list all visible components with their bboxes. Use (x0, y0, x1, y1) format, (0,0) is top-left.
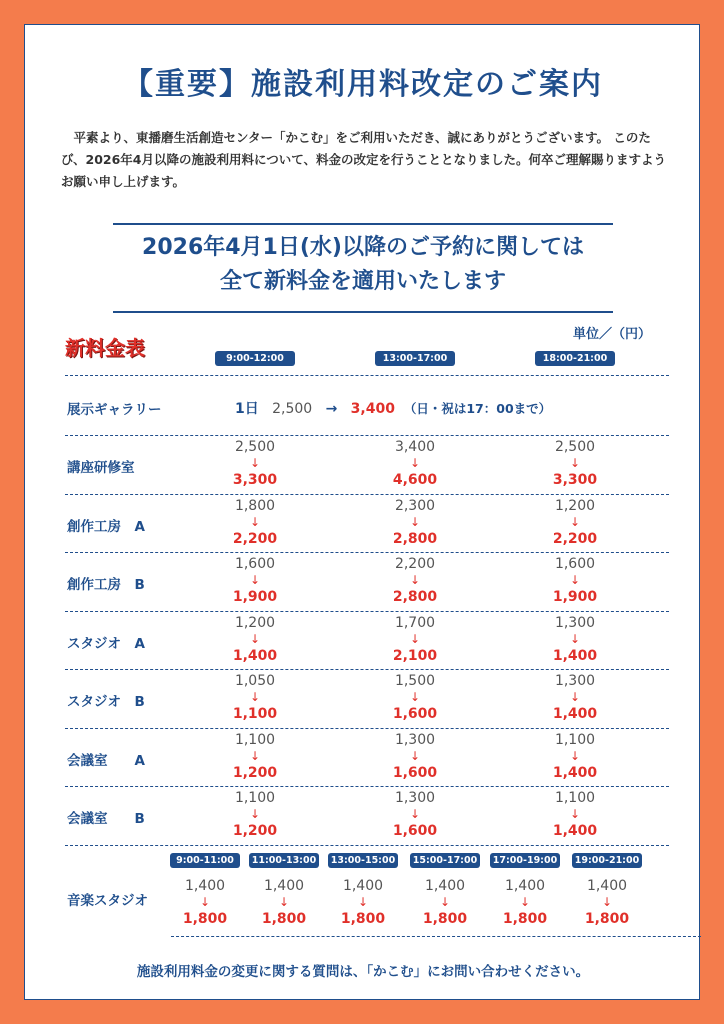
down-arrow-icon: ↓ (519, 895, 531, 909)
new-price: 1,400 (552, 706, 598, 722)
music-price-cell (572, 877, 642, 929)
old-price: 3,400 (394, 439, 436, 455)
gallery-day-label: 1日 (235, 401, 259, 417)
old-price: 1,600 (234, 556, 276, 572)
down-arrow-icon: ↓ (278, 895, 290, 909)
row-name: 創作工房 B (67, 577, 145, 593)
old-price: 1,700 (394, 614, 436, 631)
notice-sheet (24, 24, 700, 1000)
old-price: 1,200 (234, 614, 276, 631)
notice-box (25, 231, 701, 299)
music-price-cell (490, 877, 560, 929)
price-cell (355, 789, 475, 841)
music-slot-pill: 19:00-21:00 (572, 853, 642, 868)
new-price: 1,400 (232, 647, 278, 664)
row-divider (65, 435, 669, 436)
row-name: 会議室 A (67, 752, 145, 769)
new-price: 1,900 (552, 589, 598, 605)
old-price: 1,600 (554, 556, 596, 572)
down-arrow-icon: ↓ (569, 456, 581, 470)
price-cell (355, 438, 475, 490)
price-cell (195, 789, 315, 841)
new-price: 3,300 (232, 472, 278, 488)
music-slot-pill: 11:00-13:00 (249, 853, 319, 868)
price-cell (515, 497, 635, 549)
new-price: 1,400 (552, 647, 598, 664)
new-price: 1,200 (232, 764, 278, 781)
row-divider (65, 494, 669, 495)
price-cell (515, 555, 635, 607)
price-cell (355, 731, 475, 783)
old-price: 1,100 (234, 731, 276, 748)
old-price: 1,100 (554, 790, 596, 806)
new-price: 3,300 (552, 472, 598, 488)
new-price: 1,100 (232, 706, 278, 722)
new-price: 2,800 (392, 530, 438, 547)
price-cell (195, 672, 315, 724)
row-name: 創作工房 A (67, 518, 145, 535)
row-name: 会議室 B (67, 811, 145, 827)
old-price: 1,100 (234, 790, 276, 806)
notice-line-2: 全て新料金を適用いたします (219, 269, 506, 294)
old-price: 1,400 (342, 878, 384, 894)
down-arrow-icon: ↓ (357, 895, 369, 909)
notice-rule-top (113, 223, 613, 225)
old-price: 1,400 (424, 878, 466, 894)
new-price: 2,200 (232, 530, 278, 547)
down-arrow-icon: ↓ (409, 456, 421, 470)
row-name-music-studio: 音楽スタジオ (67, 893, 148, 909)
time-slot-pill: 18:00-21:00 (535, 351, 615, 366)
price-cell (515, 438, 635, 490)
gallery-old-price: 2,500 (272, 401, 313, 417)
old-price: 1,300 (394, 731, 436, 748)
table-label: 新料金表 (65, 336, 145, 360)
old-price: 1,300 (554, 673, 596, 689)
old-price: 1,300 (554, 614, 596, 631)
music-slot-pill: 13:00-15:00 (328, 853, 398, 868)
price-cell (515, 672, 635, 724)
down-arrow-icon: ↓ (569, 514, 581, 529)
down-arrow-icon: ↓ (409, 631, 421, 646)
price-cell (195, 438, 315, 490)
music-price-cell (328, 877, 398, 929)
new-price: 1,800 (182, 911, 228, 927)
price-cell (195, 555, 315, 607)
down-arrow-icon: ↓ (569, 807, 581, 821)
music-slot-pill: 9:00-11:00 (170, 853, 240, 868)
new-price: 1,400 (552, 823, 598, 839)
notice-rule-bottom (113, 311, 613, 313)
old-price: 2,300 (394, 497, 436, 514)
down-arrow-icon: ↓ (439, 895, 451, 909)
unit-label: 単位／（円） (573, 327, 652, 342)
down-arrow-icon: ↓ (569, 690, 581, 704)
down-arrow-icon: ↓ (199, 895, 211, 909)
down-arrow-icon: ↓ (249, 631, 261, 646)
new-price: 1,800 (584, 911, 630, 927)
row-divider (65, 375, 669, 376)
price-cell (355, 672, 475, 724)
music-slot-pill: 15:00-17:00 (410, 853, 480, 868)
price-cell (515, 614, 635, 666)
row-name-gallery: 展示ギャラリー (67, 402, 162, 418)
new-price: 1,800 (422, 911, 468, 927)
old-price: 2,500 (234, 439, 276, 455)
row-divider (171, 936, 701, 937)
down-arrow-icon: ↓ (249, 748, 261, 763)
row-name: スタジオ A (67, 635, 145, 652)
old-price: 1,400 (586, 878, 628, 894)
new-price: 1,800 (502, 911, 548, 927)
music-price-cell (410, 877, 480, 929)
new-price: 1,900 (232, 589, 278, 605)
down-arrow-icon: ↓ (249, 514, 261, 529)
new-price: 1,200 (232, 823, 278, 839)
row-divider (65, 552, 669, 553)
gallery-new-price: 3,400 (350, 401, 395, 417)
down-arrow-icon: ↓ (249, 573, 261, 587)
down-arrow-icon: ↓ (409, 690, 421, 704)
new-price: 2,200 (552, 530, 598, 547)
price-cell (195, 614, 315, 666)
row-name: スタジオ B (67, 694, 145, 710)
down-arrow-icon: ↓ (249, 807, 261, 821)
gallery-note: （日・祝は17：00まで） (403, 401, 552, 416)
page-title: 【重要】施設利用料改定のご案内 (123, 67, 603, 102)
time-slot-pill: 9:00-12:00 (215, 351, 295, 366)
new-price: 1,600 (392, 764, 438, 781)
new-price: 2,100 (392, 647, 438, 664)
row-divider (65, 845, 669, 846)
new-price: 1,400 (552, 764, 598, 781)
new-price: 1,800 (340, 911, 386, 927)
old-price: 1,400 (504, 878, 546, 894)
down-arrow-icon: ↓ (409, 807, 421, 821)
price-cell (515, 789, 635, 841)
down-arrow-icon: ↓ (569, 748, 581, 763)
down-arrow-icon: ↓ (569, 631, 581, 646)
price-cell (355, 497, 475, 549)
intro-text: 平素より、東播磨生活創造センター「かこむ」をご利用いただき、誠にありがとうございます。 このたび、2026年4月以降の施設利用料について、料金の改定を行うこととなりました。何卒ご理解賜りますようお願い申し上げます。 (61, 130, 666, 189)
music-price-cell (170, 877, 240, 929)
old-price: 2,500 (554, 439, 596, 455)
time-slot-pill: 13:00-17:00 (375, 351, 455, 366)
row-divider (65, 786, 669, 787)
down-arrow-icon: ↓ (409, 514, 421, 529)
old-price: 2,200 (394, 556, 436, 572)
row-divider (65, 728, 669, 729)
row-divider (65, 669, 669, 670)
price-cell (195, 497, 315, 549)
old-price: 1,800 (234, 497, 276, 514)
price-cell (355, 614, 475, 666)
down-arrow-icon: ↓ (409, 573, 421, 587)
new-price: 2,800 (392, 589, 438, 605)
old-price: 1,050 (234, 673, 276, 689)
gallery-price (235, 398, 551, 418)
music-price-cell (249, 877, 319, 929)
down-arrow-icon: ↓ (249, 690, 261, 704)
new-price: 4,600 (392, 472, 438, 488)
old-price: 1,500 (394, 673, 436, 689)
down-arrow-icon: ↓ (601, 895, 613, 909)
notice-line-1: 2026年4月1日(水)以降のご予約に関しては (142, 235, 584, 260)
right-arrow-icon: → (325, 401, 338, 417)
new-price: 1,600 (392, 706, 438, 722)
footer-note: 施設利用料金の変更に関する質問は、「かこむ」にお問い合わせください。 (136, 964, 590, 980)
old-price: 1,400 (263, 878, 305, 894)
old-price: 1,300 (394, 790, 436, 806)
price-cell (195, 731, 315, 783)
down-arrow-icon: ↓ (249, 456, 261, 470)
music-slot-pill: 17:00-19:00 (490, 853, 560, 868)
price-cell (355, 555, 475, 607)
old-price: 1,400 (184, 878, 226, 894)
new-price: 1,800 (261, 911, 307, 927)
new-price: 1,600 (392, 823, 438, 839)
row-name: 講座研修室 (67, 460, 135, 476)
old-price: 1,100 (554, 731, 596, 748)
down-arrow-icon: ↓ (409, 748, 421, 763)
old-price: 1,200 (554, 497, 596, 514)
price-cell (515, 731, 635, 783)
row-divider (65, 611, 669, 612)
down-arrow-icon: ↓ (569, 573, 581, 587)
